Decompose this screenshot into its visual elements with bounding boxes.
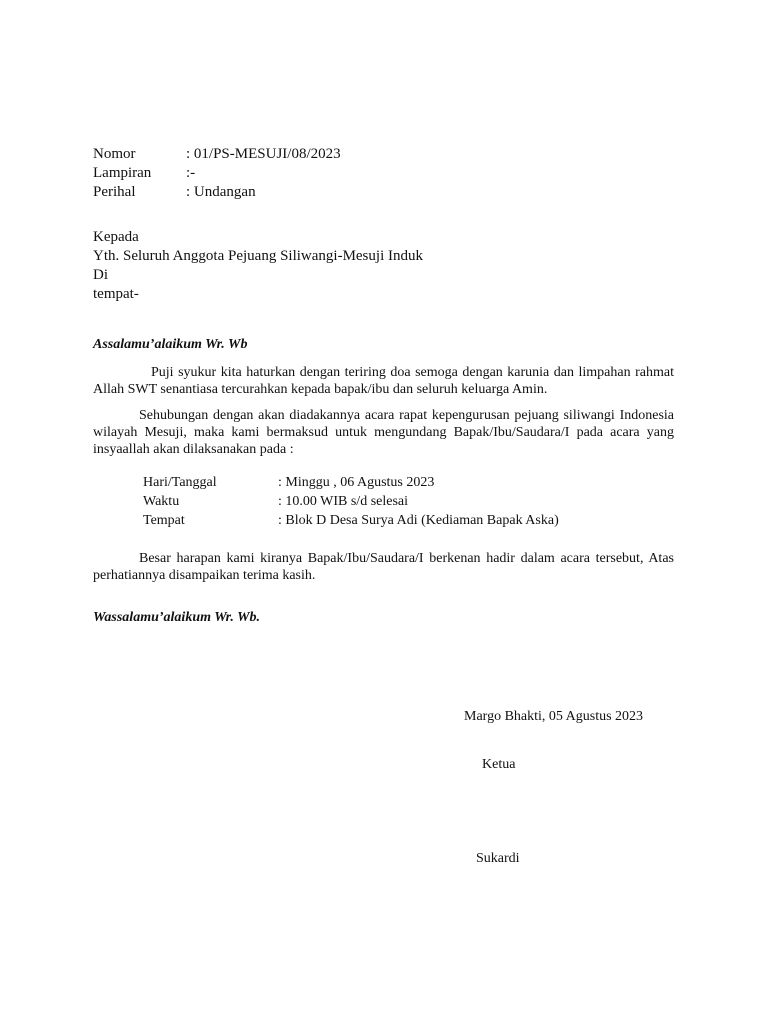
recipient-line-4: tempat- xyxy=(93,286,139,302)
perihal-value: : Undangan xyxy=(186,184,256,200)
body-paragraph-1: Puji syukur kita haturkan dengan teriring doa semoga dengan karunia dan limpahan rahmat Allah SWT senantiasa tercurahkan kepada bapak/ibu dan seluruh keluarga Amin. xyxy=(93,365,674,397)
lampiran-value: :- xyxy=(186,165,196,181)
signature-position: Ketua xyxy=(482,757,516,772)
event-date-row xyxy=(143,474,623,493)
recipient-line-3: Di xyxy=(93,267,108,283)
nomor-label: Nomor xyxy=(93,146,136,162)
event-date-label: Hari/Tanggal xyxy=(143,475,217,490)
event-place-value: : Blok D Desa Surya Adi (Kediaman Bapak Aska) xyxy=(278,513,559,528)
event-place-label: Tempat xyxy=(143,513,185,528)
perihal-row xyxy=(93,183,393,202)
body-paragraph-3: Besar harapan kami kiranya Bapak/Ibu/Saudara/I berkenan hadir dalam acara tersebut, Atas perhatiannya disampaikan terima kasih. xyxy=(93,551,674,583)
event-time-row xyxy=(143,493,623,512)
recipient-line-1: Kepada xyxy=(93,229,139,245)
opening-greeting: Assalamu’alaikum Wr. Wb xyxy=(93,337,248,352)
nomor-row xyxy=(93,145,393,164)
lampiran-row xyxy=(93,164,393,183)
event-place-row xyxy=(143,512,623,531)
event-time-value: : 10.00 WIB s/d selesai xyxy=(278,494,409,509)
nomor-value: : 01/PS-MESUJI/08/2023 xyxy=(186,146,341,162)
closing-greeting: Wassalamu’alaikum Wr. Wb. xyxy=(93,610,261,625)
event-date-value: : Minggu , 06 Agustus 2023 xyxy=(278,475,435,490)
lampiran-label: Lampiran xyxy=(93,165,152,181)
signature-name: Sukardi xyxy=(476,851,520,866)
recipient-line-2: Yth. Seluruh Anggota Pejuang Siliwangi-Mesuji Induk xyxy=(93,248,423,264)
body-paragraph-2: Sehubungan dengan akan diadakannya acara rapat kepengurusan pejuang siliwangi Indonesia wilayah Mesuji, maka kami bermaksud untuk mengundang Bapak/Ibu/Saudara/I pada acara yang insyaallah akan dilaksanakan pada : xyxy=(93,408,674,457)
signature-place-date: Margo Bhakti, 05 Agustus 2023 xyxy=(464,709,644,724)
perihal-label: Perihal xyxy=(93,184,136,200)
event-time-label: Waktu xyxy=(143,494,180,509)
